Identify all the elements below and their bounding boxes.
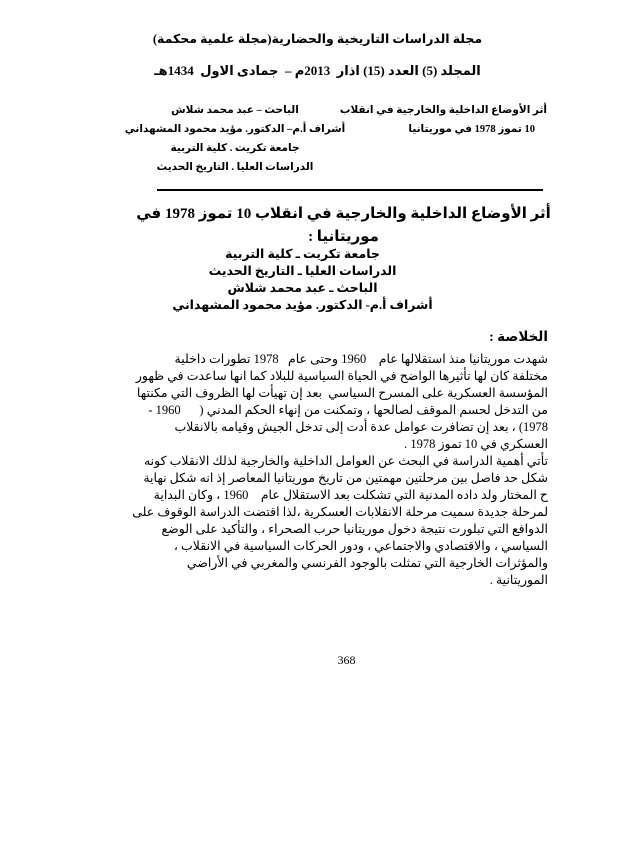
header-divider [157, 189, 543, 191]
department: الدراسات العليا . التاريخ الحديث [156, 162, 314, 173]
supervisor-name: أشراف أ.م– الدكتور. مؤيد محمود المشهداني [124, 124, 346, 135]
article-reference-line: أثر الأوضاع الداخلية والخارجية في انقلاب [339, 105, 547, 116]
abstract-line: السياسي ، والاقتصادي والاجتماعي ، ودور الحركات السياسية في الانقلاب ، [173, 539, 548, 553]
article-title [0, 203, 635, 249]
abstract-line: العسكري في 10 تموز 1978 . [404, 437, 548, 451]
abstract-line: المؤسسة العسكرية على المسرح السياسي بعد إن تهيأت لها الظروف التي مكنتها [136, 386, 548, 400]
abstract-line: لمرحلة جديدة سميت مرحلة الانقلابات العسكرية ،لذا اقتضت الدراسة الوقوف على [132, 505, 548, 519]
abstract-heading: الخلاصة : [489, 329, 548, 344]
abstract-line: والمؤثرات الخارجية التي تمثلت بالوجود الفرنسي والمغربي في الأراضي [186, 556, 548, 570]
abstract-line: شكل حد فاصل بين مرحلتين مهمتين من تاريخ موريتانيا المعاصر إذ انه شكل نهاية [143, 471, 548, 485]
article-title-line: أثر الأوضاع الداخلية والخارجية في انقلاب 10 تموز 1978 في [136, 206, 551, 222]
affiliation-department: الدراسات العليا ـ التاريخ الحديث [208, 264, 397, 278]
author-info-block [80, 101, 390, 177]
abstract-line: ح المختار ولد داده المدنية التي تشكلت بعد الاستقلال عام 1960 ، وكان البداية [153, 488, 548, 502]
affiliation-supervisor: أشراف أ.م- الدكتور. مؤيد محمود المشهداني [172, 298, 433, 312]
abstract-line: شهدت موريتانيا منذ استقلالها عام 1960 وحتى عام 1978 تطورات داخلية [174, 352, 548, 366]
page-number: 368 [337, 653, 356, 667]
university-college: جامعة تكريت . كلية التربية [170, 143, 300, 154]
journal-issue-line: المجلد (5) العدد (15) اذار 2013م – جمادى الاول 1434هـ [154, 63, 481, 78]
abstract-line: مختلفة كان لها تأثيرها الواضح في الحياة السياسية للبلاد كما انها ساعدت في ظهور [135, 369, 548, 383]
abstract-line: الدوافع التي تبلورت نتيجة دخول موريتانيا حرب الصحراء ، والتأكيد على الوضع [161, 522, 548, 536]
abstract-line: تأتي أهمية الدراسة في البحث عن العوامل الداخلية والخارجية لذلك الانقلاب كونه [143, 454, 548, 468]
article-reference-line: 10 تموز 1978 في موريتانيا [408, 124, 535, 135]
abstract-line: من التدخل لحسم الموقف لصالحها ، وتمكنت من إنهاء الحكم المدني ( 1960 - [148, 403, 548, 417]
affiliation-researcher: الباحث ـ عبد محمد شلاش [227, 281, 378, 295]
journal-name: مجلة الدراسات التاريخية والحضارية(مجلة علمية محكمة) [152, 32, 483, 46]
affiliation-block [0, 246, 635, 314]
abstract-body [88, 351, 548, 589]
affiliation-university: جامعة تكريت ـ كلية التربية [225, 247, 380, 261]
article-title-line: موريتانيا : [308, 229, 379, 245]
abstract-line: 1978) ، بعد إن تضافرت عوامل عدة أدت إلى تدخل الجيش وقيامه بالانقلاب [174, 420, 548, 434]
abstract-line: الموريتانية . [489, 573, 548, 587]
researcher-name: الباحث – عبد محمد شلاش [171, 105, 299, 116]
